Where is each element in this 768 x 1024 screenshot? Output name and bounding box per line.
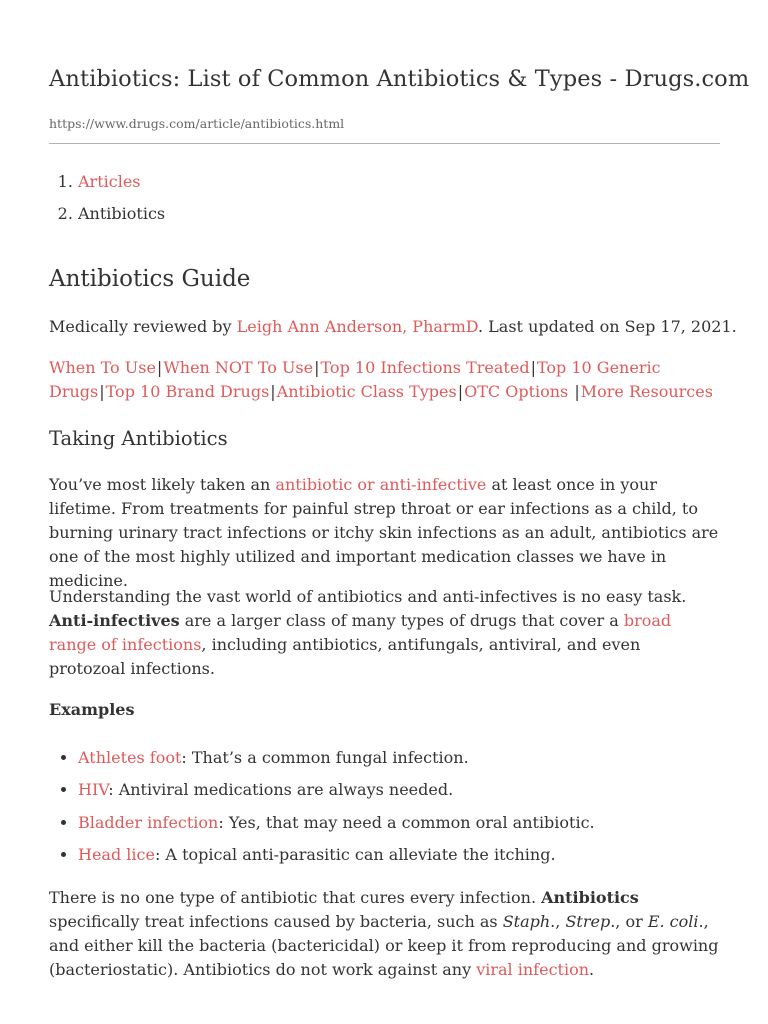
review-prefix: Medically reviewed by <box>49 317 237 336</box>
text-span: ., and either kill the bacteria (bactericidal) or keep it from reproducing and growing (bacteriostatic). Antibiotics do not work against any <box>49 912 719 979</box>
list-item <box>78 843 595 867</box>
breadcrumb-item <box>78 166 165 198</box>
intro-paragraph <box>49 473 721 593</box>
anti-infectives-paragraph <box>49 585 721 681</box>
text-span: are a larger class of many types of drugs that cover a <box>179 611 624 630</box>
text-span: ., <box>550 912 566 931</box>
toc-link-when-to-use[interactable]: When To Use <box>49 358 156 377</box>
toc-separator: | <box>156 358 163 377</box>
anti-infective-link[interactable]: antibiotic or anti-infective <box>275 475 487 494</box>
toc-link-class-types[interactable]: Antibiotic Class Types <box>276 382 457 401</box>
bold-term: Anti-infectives <box>49 611 180 630</box>
toc-separator: | <box>574 382 580 401</box>
example-link-bladder-infection[interactable]: Bladder infection <box>78 812 219 832</box>
text-span: . <box>589 960 595 979</box>
section-title: Taking Antibiotics <box>49 427 228 450</box>
text-span: , including antibiotics, antifungals, antiviral, and even protozoal infections. <box>49 635 641 678</box>
header-divider <box>49 143 720 144</box>
toc-link-when-not-to-use[interactable]: When NOT To Use <box>163 358 314 377</box>
text-span: You’ve most likely taken an <box>49 475 276 494</box>
toc-separator: | <box>457 382 464 401</box>
example-link-athletes-foot[interactable]: Athletes foot <box>78 748 182 767</box>
guide-title: Antibiotics Guide <box>49 266 251 292</box>
text-span: Understanding the vast world of antibiotics and anti-infectives is no easy task. <box>49 587 687 606</box>
toc-link-top-infections[interactable]: Top 10 Infections Treated <box>320 358 530 377</box>
review-suffix: . Last updated on Sep 17, 2021. <box>478 317 737 336</box>
examples-list <box>49 746 595 875</box>
example-text: : Antiviral medications are always needed. <box>108 780 454 800</box>
breadcrumb-link-articles[interactable]: Articles <box>78 172 141 191</box>
example-text: : Yes, that may need a common oral antibiotic. <box>218 812 595 832</box>
toc-separator: | <box>530 358 536 377</box>
example-link-hiv[interactable]: HIV <box>78 780 109 800</box>
list-item <box>78 746 595 770</box>
bold-term: Antibiotics <box>541 888 639 907</box>
reviewer-link[interactable]: Leigh Ann Anderson, PharmD <box>236 317 478 336</box>
broad-range-link[interactable]: broad range of infections <box>49 611 672 654</box>
text-span: specifically treat infections caused by bacteria, such as <box>49 912 503 931</box>
toc-link-otc-options[interactable]: OTC Options <box>464 382 569 401</box>
document-title: Antibiotics: List of Common Antibiotics & Types - Drugs.com <box>49 66 750 92</box>
italic-term: Staph <box>502 912 551 931</box>
example-text: : That’s a common fungal infection. <box>181 748 469 767</box>
italic-term: Strep <box>565 912 611 931</box>
list-item <box>78 811 595 835</box>
text-span: at least once in your lifetime. From treatments for painful strep throat or ear infections as a child, to burning urinary tract infections or itchy skin infections as an adult, antibiotics are one of the most highly utilized and important medication classes we have in medicine. <box>49 475 719 590</box>
toc-separator: | <box>99 382 105 401</box>
list-item <box>78 778 595 802</box>
example-link-head-lice[interactable]: Head lice <box>78 844 155 864</box>
viral-infection-link[interactable]: viral infection <box>476 960 590 979</box>
toc-link-top-generic-drugs[interactable]: Top 10 Generic Drugs <box>49 358 661 401</box>
toc-link-top-brand-drugs[interactable]: Top 10 Brand Drugs <box>105 382 270 401</box>
examples-heading: Examples <box>49 700 135 719</box>
review-info <box>49 315 737 339</box>
antibiotics-paragraph <box>49 886 721 982</box>
text-span: ., or <box>610 912 648 931</box>
italic-term: E. coli <box>647 912 699 931</box>
toc-link-more-resources[interactable]: More Resources <box>580 382 713 401</box>
toc-separator: | <box>270 382 276 401</box>
text-span: There is no one type of antibiotic that cures every infection. <box>49 888 542 907</box>
toc-separator: | <box>314 358 320 377</box>
document-url: https://www.drugs.com/article/antibiotics.html <box>49 116 345 131</box>
example-text: : A topical anti-parasitic can alleviate the itching. <box>154 844 556 864</box>
breadcrumb <box>49 166 165 230</box>
table-of-contents <box>49 356 721 404</box>
breadcrumb-item-current: 2. Antibiotics <box>78 198 165 230</box>
